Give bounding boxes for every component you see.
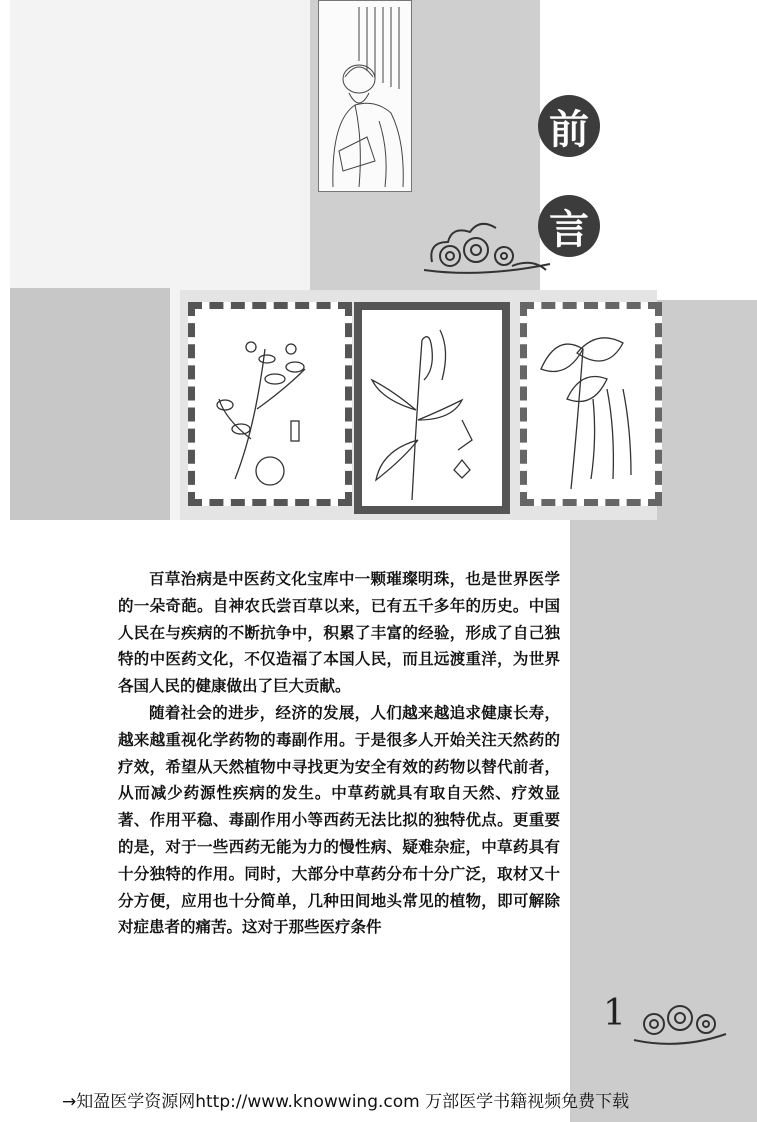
- gray-block-left: [10, 288, 170, 520]
- portrait-illustration: [318, 0, 412, 192]
- herb-card-2: [354, 302, 510, 514]
- herb-3-icon: [527, 309, 655, 499]
- title-char-qian: 前: [538, 95, 600, 157]
- preface-body: [118, 566, 560, 941]
- cloud-ornament-icon: [422, 212, 552, 282]
- paragraph-1: 百草治病是中医药文化宝库中一颗璀璨明珠，也是世界医学的一朵奇葩。自神农氏尝百草以来，已有五千多年的历史。中国人民在与疾病的不断抗争中，积累了丰富的经验，形成了自己独特的中医药文化，不仅造福了本国人民，而且远渡重洋，为世界各国人民的健康做出了巨大贡献。: [118, 570, 560, 696]
- sage-portrait-icon: [319, 1, 411, 191]
- page-cloud-icon: [630, 994, 730, 1054]
- footer-watermark: →知盈医学资源网http://www.knowwing.com 万部医学书籍视频免费下载: [62, 1092, 630, 1112]
- title-char-yan: 言: [538, 195, 600, 257]
- herb-1-icon: [195, 309, 345, 499]
- herb-card-3: [520, 302, 662, 506]
- herb-card-1: [188, 302, 352, 506]
- herb-2-icon: [362, 310, 502, 506]
- page-number: 1: [603, 993, 626, 1034]
- paragraph-2: 随着社会的进步，经济的发展，人们越来越追求健康长寿，越来越重视化学药物的毒副作用。于是很多人开始关注天然药的疗效，希望从天然植物中寻找更为安全有效的药物以替代前者，从而减少药源性疾病的发生。中草药就具有取自天然、疗效显著、作用平稳、毒副作用小等西药无法比拟的独特优点。更重要的是，对于一些西药无能为力的慢性病、疑难杂症，中草药具有十分独特的作用。同时，大部分中草药分布十分广泛，取材又十分方便，应用也十分简单，几种田间地头常见的植物，即可解除对症患者的痛苦。这对于那些医疗条件: [118, 703, 560, 937]
